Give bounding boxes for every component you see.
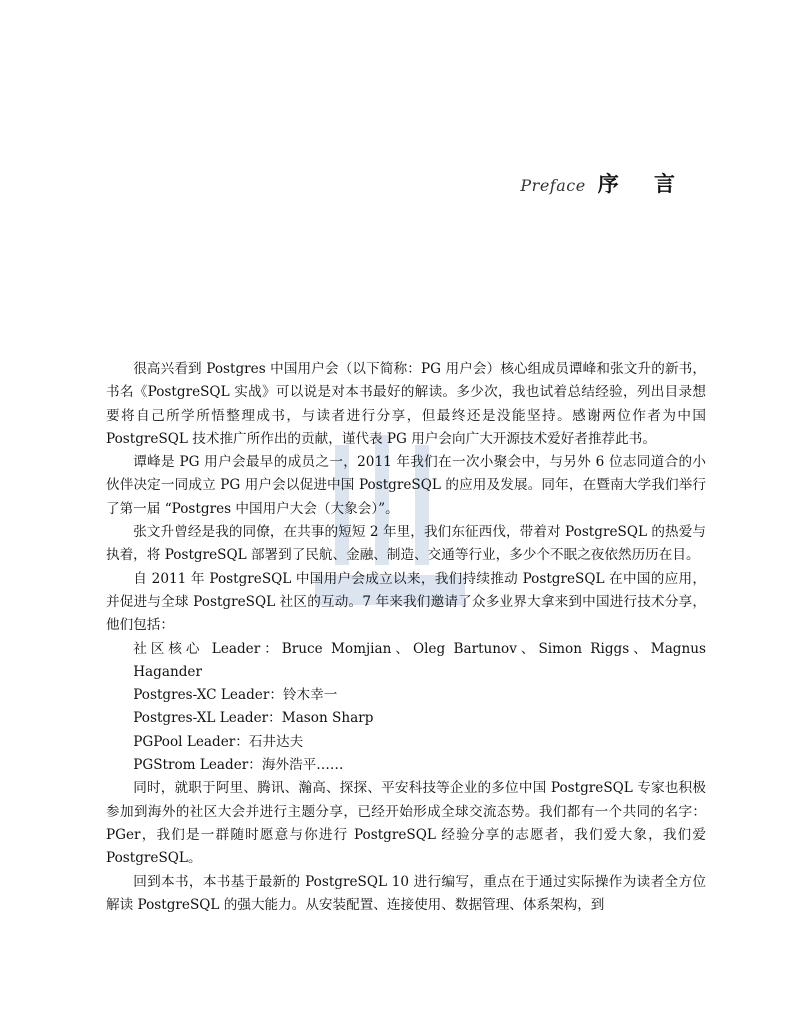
paragraph: 谭峰是 PG 用户会最早的成员之一，2011 年我们在一次小聚会中，与另外 6 位志同道合的小伙伴决定一同成立 PG 用户会以促进中国 PostgreSQL 的应用及发展。同年，在暨南大学我们举行了第一届 “Postgres 中国用户大会（大象会）”。 xyxy=(106,454,706,517)
paragraph: 同时，就职于阿里、腾讯、瀚高、探探、平安科技等企业的多位中国 PostgreSQL 专家也积极参加到海外的社区大会并进行主题分享，已经开始形成全球交流态势。我们都有一个共同的名字：PGer，我们是一群随时愿意与你进行 PostgreSQL 经验分享的志愿者，我们爱大象，我们爱 PostgreSQL。 xyxy=(106,780,706,867)
list-item: Postgres-XC Leader：铃木幸一 xyxy=(133,687,338,704)
paragraph: 张文升曾经是我的同僚，在共事的短短 2 年里，我们东征西伐，带着对 PostgreSQL 的热爱与执着，将 PostgreSQL 部署到了民航、金融、制造、交通等行业，多少个不眠之夜依然历历在目。 xyxy=(106,524,706,564)
chapter-header xyxy=(520,168,689,198)
body-text xyxy=(106,358,706,917)
list-item: Postgres-XL Leader：Mason Sharp xyxy=(133,710,374,727)
list-item: 社区核心 Leader：Bruce Momjian、Oleg Bartunov、Simon Riggs、Magnus Hagander xyxy=(133,640,706,680)
list-item: PGStrom Leader：海外浩平…… xyxy=(133,757,344,774)
preface-script-label: Preface xyxy=(520,176,586,195)
paragraph: 很高兴看到 Postgres 中国用户会（以下简称：PG 用户会）核心组成员谭峰和张文升的新书，书名《PostgreSQL 实战》可以说是对本书最好的解读。多少次，我也试着总结经验，列出目录想要将自己所学所悟整理成书，与读者进行分享，但最终还是没能坚持。感谢两位作者为中国 PostgreSQL 技术推广所作出的贡献，谨代表 PG 用户会向广大开源技术爱好者推荐此书。 xyxy=(106,361,706,447)
chapter-title: 序 言 xyxy=(597,172,689,196)
paragraph: 自 2011 年 PostgreSQL 中国用户会成立以来，我们持续推动 PostgreSQL 在中国的应用，并促进与全球 PostgreSQL 社区的互动。7 年来我们邀请了众多业界大拿来到中国进行技术分享，他们包括： xyxy=(106,570,706,634)
paragraph: 回到本书，本书基于最新的 PostgreSQL 10 进行编写，重点在于通过实际操作为读者全方位解读 PostgreSQL 的强大能力。从安装配置、连接使用、数据管理、体系架构，到 xyxy=(106,873,706,913)
list-item: PGPool Leader：石井达夫 xyxy=(133,733,304,750)
leader-list xyxy=(106,638,706,778)
